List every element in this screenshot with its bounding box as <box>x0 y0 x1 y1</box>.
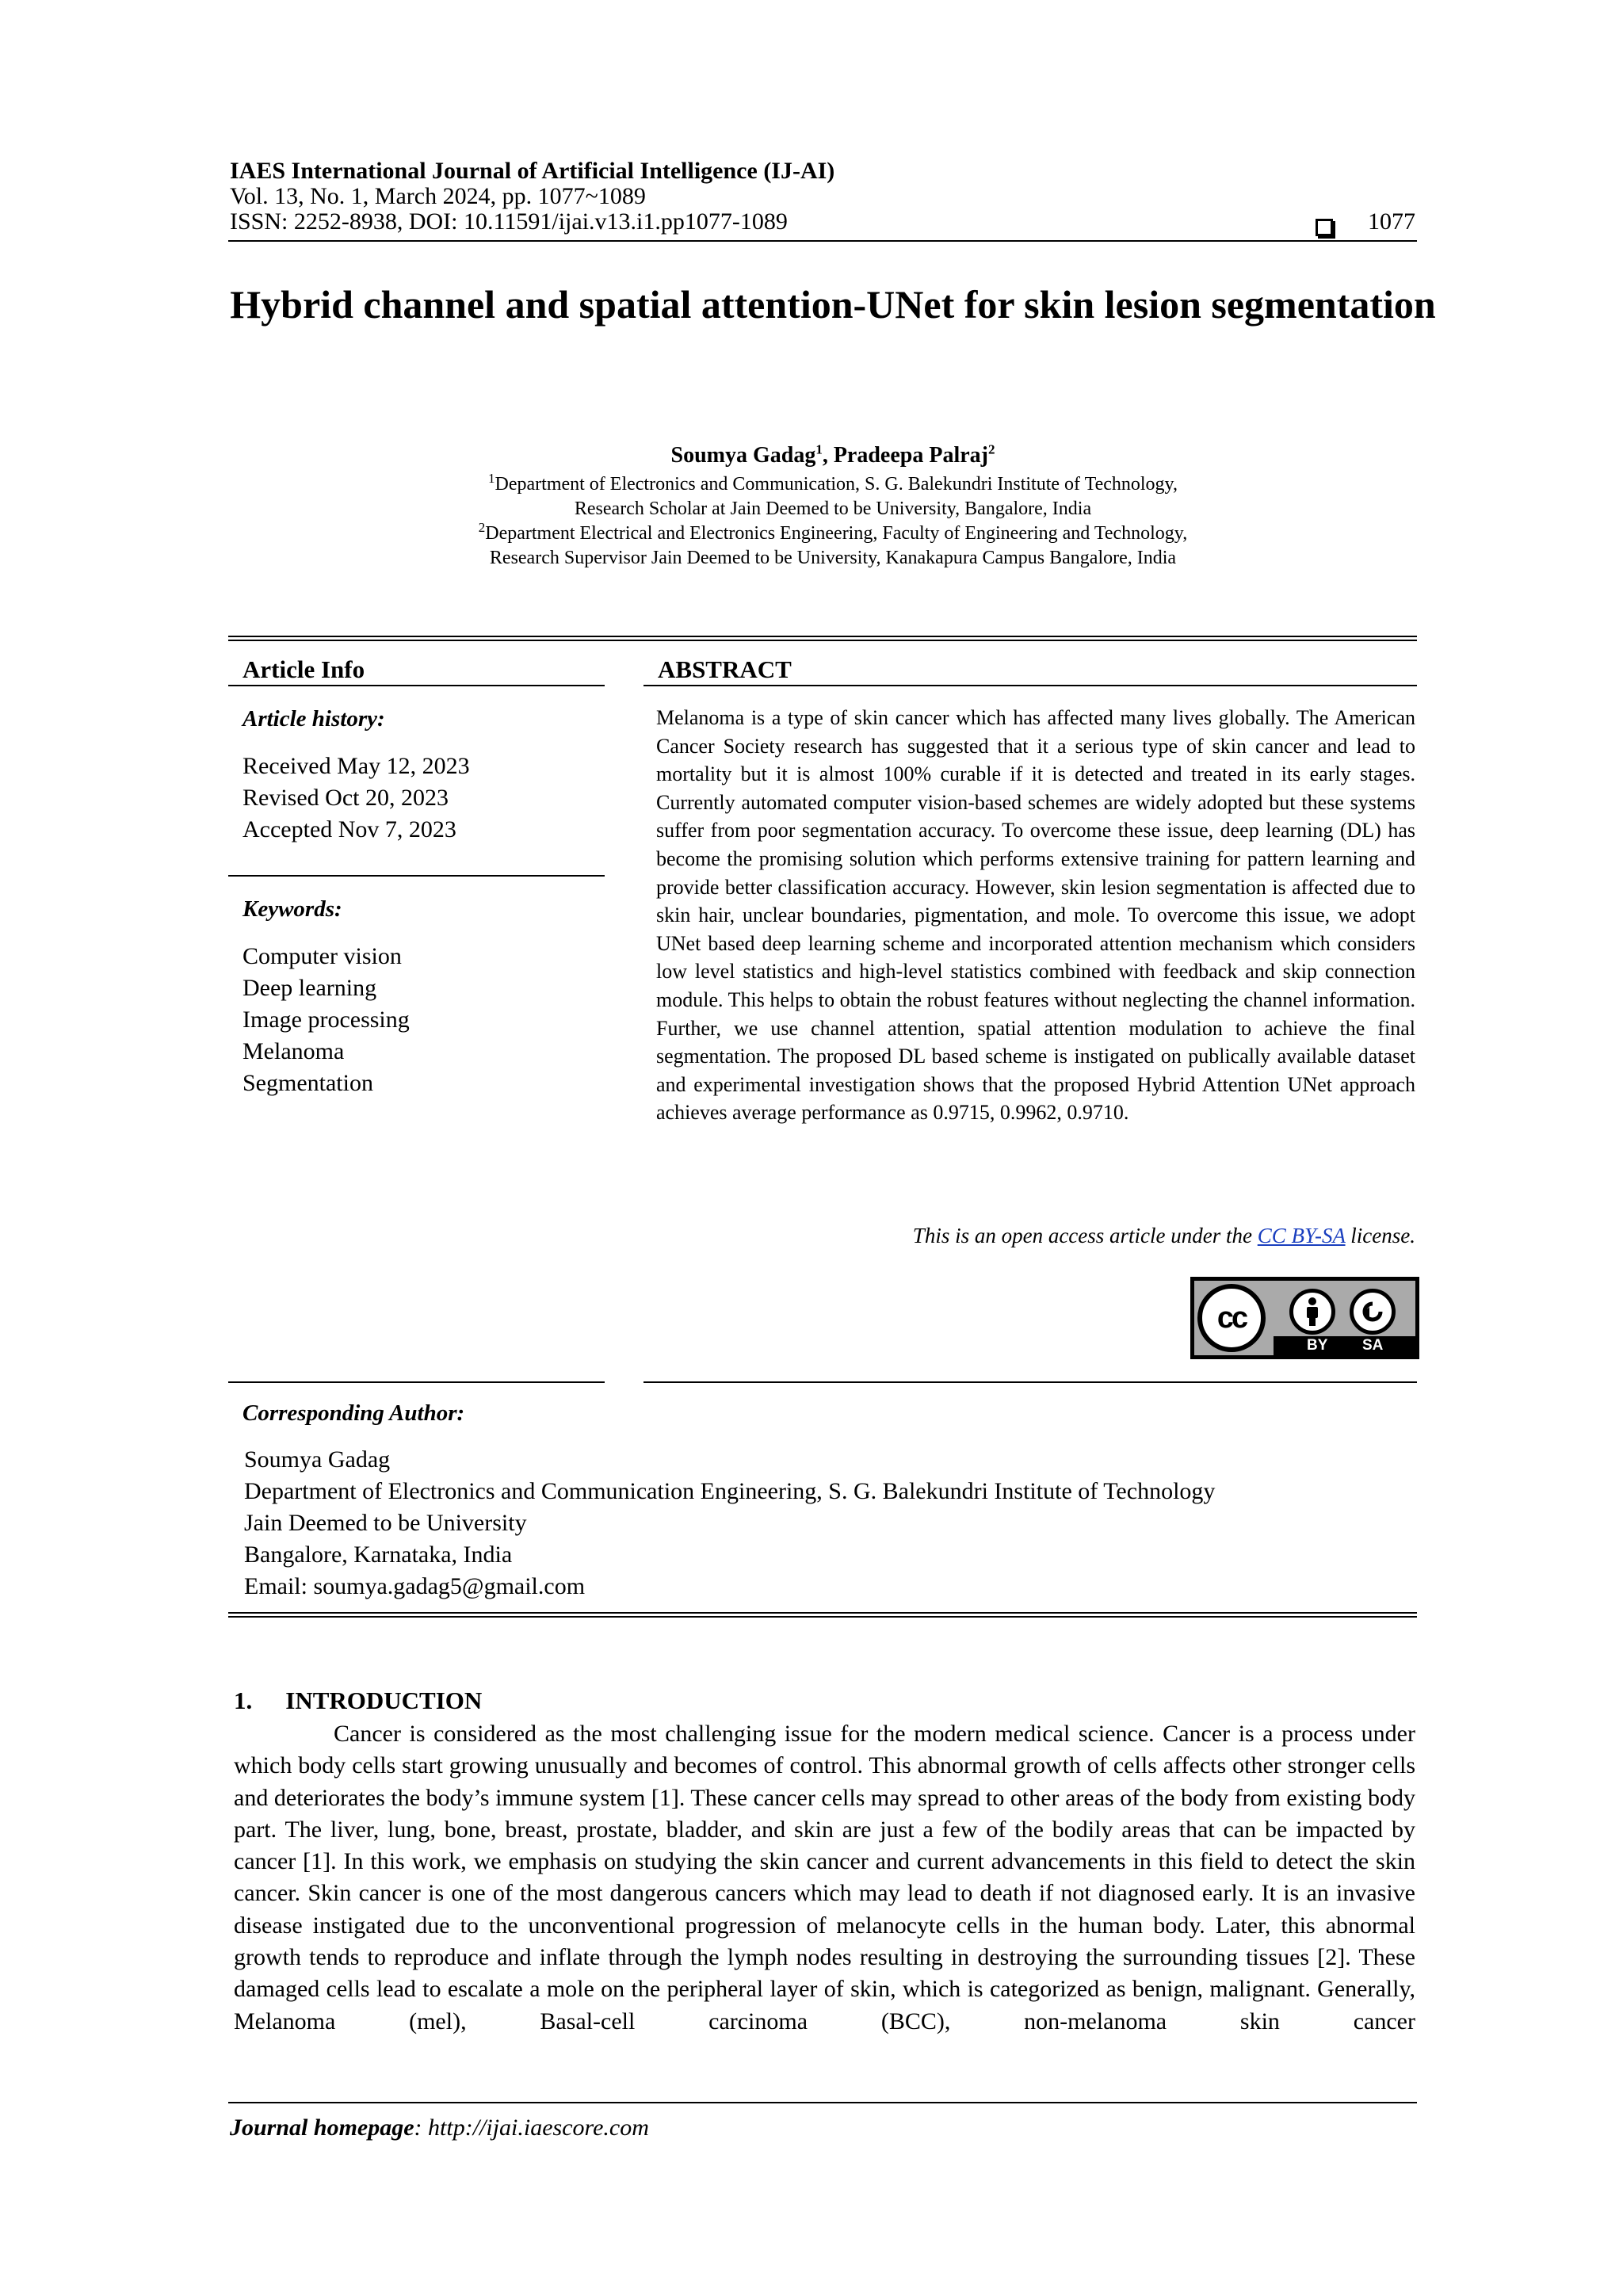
sa-reuse-icon <box>1350 1289 1396 1335</box>
license-suffix: license. <box>1345 1224 1415 1247</box>
abstract-text: Melanoma is a type of skin cancer which has affected many lives globally. The American Cancer Society research has suggested that it a serious type of skin cancer and lead to mortality but it is almost 100% curable if it is detected and treated in its early stages. Currently automated computer vision-based schemes are widely adopted but these systems suffer from poor segmentation accuracy. To overcome these issue, deep learning (DL) has become the promising solution which performs extensive training for pattern learning and provide better classification accuracy. However, skin lesion segmentation is affected due to skin hair, unclear boundaries, pigmentation, and mole. To overcome this issue, we adopt UNet based deep learning scheme and incorporated attention mechanism which considers low level statistics and high-level statistics combined with feedback and skip connection module. This helps to obtain the robust features without neglecting the channel information. Further, we use channel attention, spatial attention modulation to achieve the final segmentation. The proposed DL based scheme is instigated on publically available dataset and experimental investigation shows that the proposed Hybrid Attention UNet approach achieves average performance as 0.9715, 0.9962, 0.9710. <box>656 706 1415 1125</box>
journal-name: IAES International Journal of Artificial Intelligence (IJ-AI) <box>230 158 835 184</box>
corresponding-author-univ: Jain Deemed to be University <box>244 1510 527 1536</box>
cc-icon: cc <box>1197 1284 1266 1352</box>
keyword-item: Segmentation <box>242 1070 373 1096</box>
keywords-list <box>242 941 410 1099</box>
info-box-rule-bottom-1 <box>228 1612 1417 1614</box>
affiliation-2-line-2: Research Supervisor Jain Deemed to be University, Kanakapura Campus Bangalore, India <box>489 548 1177 568</box>
corresponding-author-block <box>244 1444 1215 1603</box>
cc-badge-strip <box>1274 1336 1415 1355</box>
footer-rule <box>228 2102 1417 2103</box>
author-1-name: Soumya Gadag <box>670 443 816 468</box>
article-history-heading: Article history: <box>242 706 385 732</box>
abstract-heading: ABSTRACT <box>658 655 792 683</box>
by-person-glyph <box>1299 1296 1326 1328</box>
keyword-item: Image processing <box>242 1007 410 1033</box>
affiliation-1-line-1 <box>230 472 1436 497</box>
info-box-rule-bottom-2 <box>228 1616 1417 1618</box>
history-accepted: Accepted Nov 7, 2023 <box>242 816 456 842</box>
cc-sa-label: SA <box>1362 1337 1384 1354</box>
homepage-label: Journal homepage <box>230 2115 414 2141</box>
affiliation-2-line-1 <box>230 521 1436 546</box>
paper-title: Hybrid channel and spatial attention-UNet for skin lesion segmentation <box>230 282 1436 327</box>
cc-by-label: BY <box>1307 1337 1328 1354</box>
info-box-rule-top-2 <box>228 640 1417 641</box>
corresponding-author-name: Soumya Gadag <box>244 1446 391 1473</box>
introduction-heading <box>234 1687 482 1715</box>
journal-issn: ISSN: 2252-8938, DOI: 10.11591/ijai.v13.i1.pp1077-1089 <box>230 208 788 235</box>
info-box-rule-top-1 <box>228 636 1417 637</box>
license-link[interactable]: CC BY-SA <box>1257 1224 1346 1247</box>
keywords-heading: Keywords: <box>242 896 342 922</box>
affiliation-1-text: Department of Electronics and Communication, S. G. Balekundri Institute of Technology, <box>495 474 1178 495</box>
introduction-text: Cancer is considered as the most challenging issue for the modern medical science. Cancer is a process under which body cells start growing unusually and becomes of control. This abnormal growth of cells affects other stronger cells and deteriorates the body’s immune system [1]. These cancer cells may spread to other areas of the body from existing body part. The liver, lung, bone, breast, prostate, bladder, and skin are just a few of the bodily areas that can be impacted by cancer [1]. In this work, we emphasis on studying the skin cancer and current advancements in this field to detect the skin cancer. Skin cancer is one of the most dangerous cancers which may lead to death if not diagnosed early. It is an invasive disease instigated due to the unconventional progression of melanocyte cells in the human body. Later, this abnormal growth tends to reproduce and inflate through the lymph nodes resulting in destroying the surrounding tissues [2]. These damaged cells lead to escalate a mole on the peripheral layer of skin, which is categorized as benign, malignant. Generally, Melanoma (mel), Basal-cell carcinoma (BCC), non-melanoma skin cancer <box>234 1721 1415 2034</box>
article-history-list <box>242 751 470 846</box>
homepage-separator: : <box>414 2115 429 2141</box>
journal-homepage <box>230 2115 649 2141</box>
corresponding-author-email: Email: soumya.gadag5@gmail.com <box>244 1573 586 1599</box>
affiliation-2-sup: 2 <box>478 520 486 535</box>
author-separator: , <box>822 443 834 468</box>
keyword-item: Deep learning <box>242 975 377 1001</box>
article-info-bottom-rule <box>228 1381 605 1383</box>
corresponding-author-heading: Corresponding Author: <box>242 1400 465 1426</box>
author-1-sup: 1 <box>815 441 823 457</box>
square-bullet-icon <box>1316 219 1333 236</box>
sa-reuse-glyph <box>1357 1296 1388 1328</box>
article-info-rule <box>228 685 605 686</box>
keyword-item: Computer vision <box>242 943 402 969</box>
author-2-name: Pradeepa Palraj <box>833 443 988 468</box>
journal-volume: Vol. 13, No. 1, March 2024, pp. 1077~1089 <box>230 183 646 209</box>
affiliation-1-sup: 1 <box>488 471 495 486</box>
affiliation-2-text: Department Electrical and Electronics Engineering, Faculty of Engineering and Technology, <box>485 523 1188 544</box>
cc-by-sa-badge[interactable] <box>1190 1277 1419 1359</box>
history-revised: Revised Oct 20, 2023 <box>242 785 449 811</box>
abstract-bottom-rule <box>643 1381 1417 1383</box>
author-line <box>230 442 1436 469</box>
license-line <box>656 1222 1415 1249</box>
keyword-item: Melanoma <box>242 1038 345 1064</box>
corresponding-author-dept: Department of Electronics and Communication Engineering, S. G. Balekundri Institute of Technology <box>244 1478 1216 1504</box>
abstract-rule <box>643 685 1417 686</box>
by-person-icon <box>1289 1289 1335 1335</box>
history-received: Received May 12, 2023 <box>242 753 470 779</box>
section-title: INTRODUCTION <box>285 1687 483 1714</box>
header-rule <box>228 240 1417 242</box>
author-2-sup: 2 <box>988 441 995 457</box>
homepage-url[interactable]: http://ijai.iaescore.com <box>428 2115 649 2141</box>
affiliation-1-line-2: Research Scholar at Jain Deemed to be University, Bangalore, India <box>574 499 1092 519</box>
corresponding-author-location: Bangalore, Karnataka, India <box>244 1541 513 1568</box>
keywords-rule <box>228 875 605 877</box>
page-number: 1077 <box>1368 208 1415 235</box>
cc-badge-background <box>1194 1281 1415 1355</box>
license-prefix: This is an open access article under the <box>912 1224 1258 1247</box>
article-info-heading: Article Info <box>242 655 365 683</box>
section-number: 1. <box>234 1687 253 1714</box>
